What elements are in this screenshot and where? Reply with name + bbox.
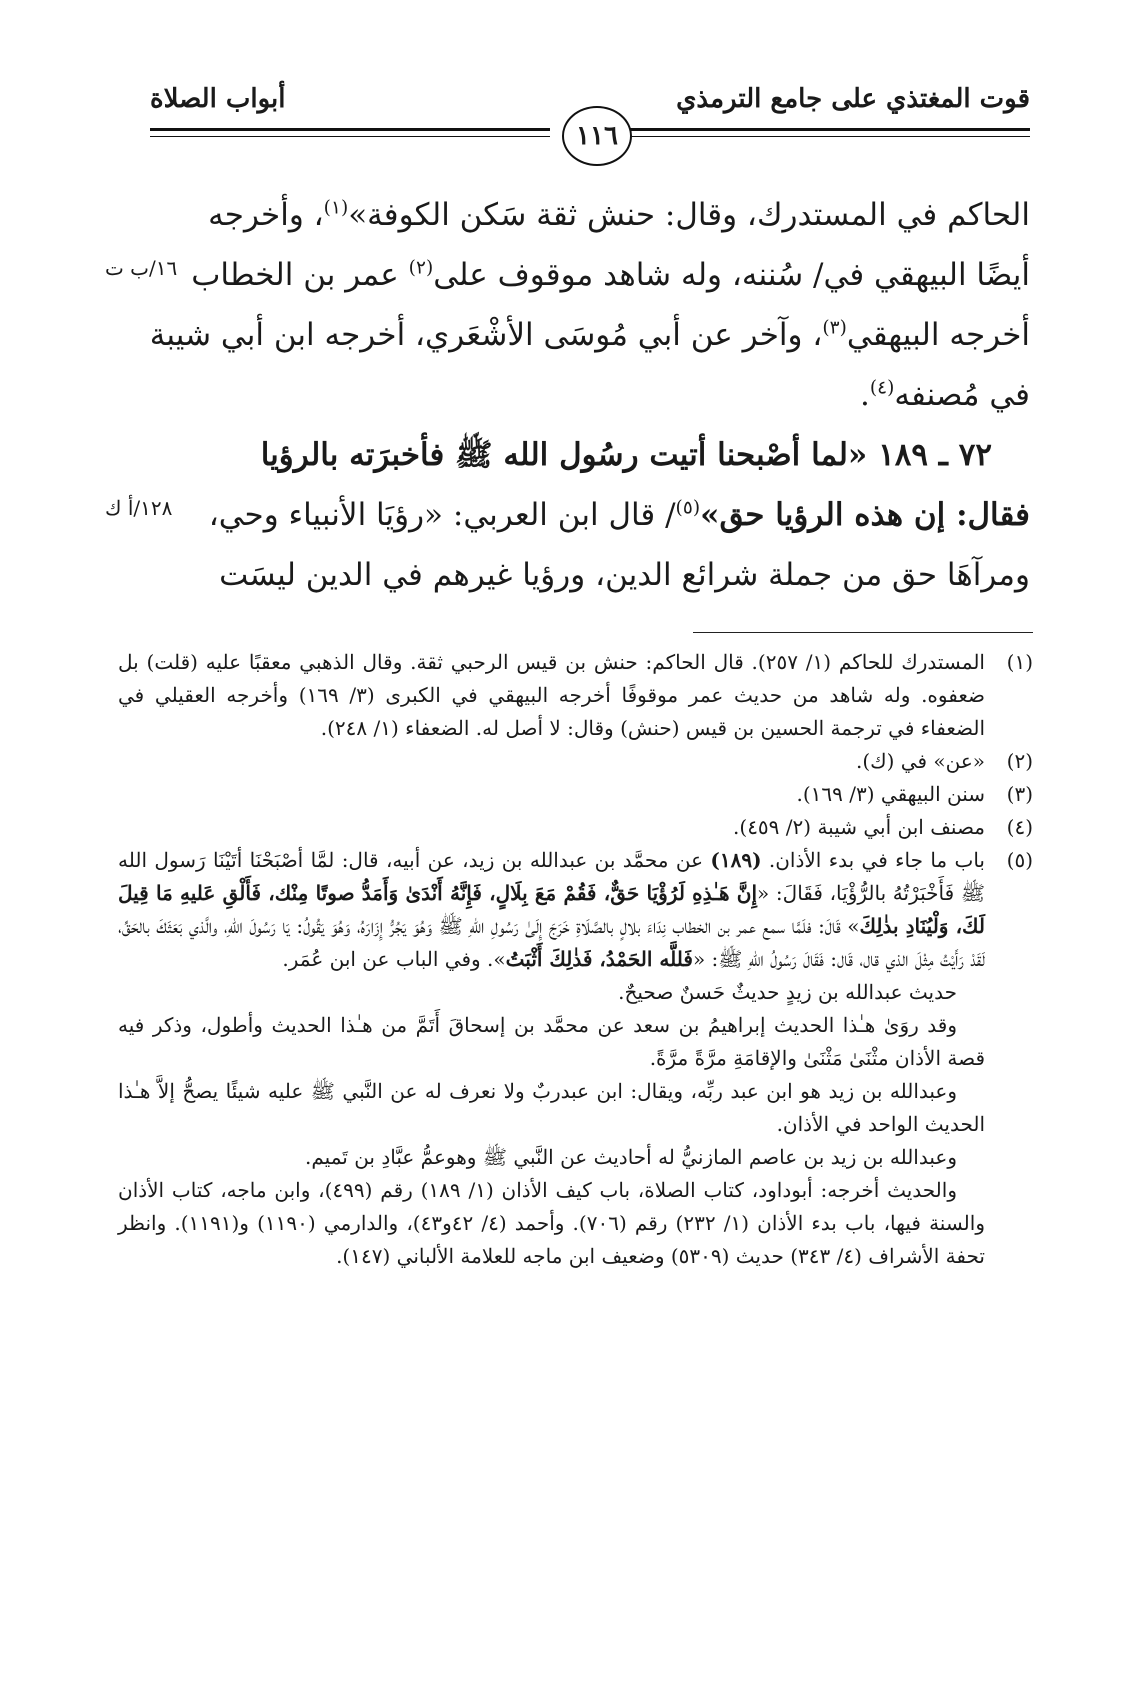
footnote-number: (٣) xyxy=(1006,782,1033,806)
footnote-text: مصنف ابن أبي شيبة (٢/ ٤٥٩). xyxy=(733,815,985,839)
text-run: / قال ابن العربي: «رؤيَا الأنبياء وحي، xyxy=(208,497,676,533)
footnote-number: (٤) xyxy=(1006,815,1033,839)
footnote-ref: (٣) xyxy=(822,317,847,339)
main-line xyxy=(110,245,1030,305)
footnote-number: (١) xyxy=(1006,650,1033,674)
footnote-text: وعبدالله بن زيد بن عاصم المازنيُّ له أحاديث عن النَّبي ﷺ وهوعمُّ عبَّادِ بن تَميم. xyxy=(305,1145,957,1169)
header-rule-right-thick xyxy=(630,128,1030,131)
text-run: » قَالَ: فلَمَّا سمع عمر بن الخطاب نِدَاءَ بلالٍ بالصَّلَاةِ خَرَجَ إِلَىٰ رَسُولِ اللهِ ﷺ وَهُوَ يَجُرُّ إِزَارَهُ، وَهُوَ يَقُولُ: يَا رَسُولَ اللهِ، والَّذي بَعَثَكَ بالحَقِّ، لَقَدْ رَأَيْتُ مِثْلَ الذي قال، قَال: فَقَالَ رَسُولُ اللهِ ﷺ: « xyxy=(118,914,985,971)
main-line xyxy=(110,545,1030,605)
footnote-text: حديث عبدالله بن زيدٍ حديثٌ حَسنٌ صحيحٌ. xyxy=(618,980,957,1004)
footnote-text: وعبدالله بن زيد هو ابن عبد ربِّه، ويقال: ابن عبدربٌ ولا نعرف له عن النَّبي ﷺ عليه شيئًا يصحُّ إلاَّ هـٰذا الحديث الواحد في الأذان. xyxy=(118,1079,985,1136)
main-line xyxy=(110,425,1030,485)
page-header xyxy=(150,78,1030,168)
text-run: عن محمَّد بن عبدالله بن زيد، عن أبيه، قال: لمَّا أصْبَحْنَا أتَيْنَا رَسول الله ﷺ فَأَخْبَرْتُهُ بالرُّؤْيَا، فَقَالَ: « xyxy=(118,848,985,905)
footnote-ref: (٢) xyxy=(408,257,434,279)
text-run: باب ما جاء في بدء الأذان. xyxy=(761,848,985,872)
footnote-divider xyxy=(693,632,1033,633)
footnote-text: المستدرك للحاكم (١/ ٢٥٧). قال الحاكم: حنش بن قيس الرحبي ثقة. وقال الذهبي معقبًا عليه (قلت) بل ضعفوه. وله شاهد من حديث عمر موقوفًا أخرجه البيهقي في الكبرى (٣/ ١٦٩) وأخرجه العقيلي في الضعفاء في ترجمة الحسين بن قيس (حنش) وقال: لا أصل له. الضعفاء (١/ ٢٤٨). xyxy=(118,650,985,740)
footnote-ref: (١) xyxy=(323,197,349,219)
footnote-text xyxy=(118,844,985,976)
header-rule-left-thick xyxy=(150,128,550,131)
header-rule-right-thin xyxy=(630,136,1030,137)
hadith-heading: ٧٢ ـ ١٨٩ «لما أصْبحنا أتيت رسُول الله ﷺ فأخبرَته بالرؤيا xyxy=(260,437,992,473)
main-line xyxy=(110,305,1030,365)
footnote-text: «عن» في (ك). xyxy=(855,749,985,773)
text-run: الحاكم في المستدرك، وقال: حنش ثقة سَكن الكوفة» xyxy=(348,197,1030,233)
footnote xyxy=(118,778,1033,811)
text-run: ». وفي الباب عن ابن عُمَر. xyxy=(282,947,506,971)
hadith-text: فقال: إن هذه الرؤيا حق» xyxy=(700,497,1030,533)
main-line xyxy=(110,485,1030,545)
footnote-number: (٥) xyxy=(1006,848,1033,872)
main-line xyxy=(110,185,1030,245)
page-number: ١١٦ xyxy=(562,106,632,166)
section-title: أبواب الصلاة xyxy=(150,84,286,114)
text-run: . xyxy=(859,377,870,413)
text-run: ، وأخرجه xyxy=(208,197,324,233)
footnote-text: وقد روَىٰ هـٰذا الحديث إبراهيمُ بن سعد عن محمَّد بن إسحاقَ أَتَمَّ من هـٰذا الحديث وأطول، وذكر فيه قصة الأذان مثْنَىٰ مَثْنَىٰ والإقامَةِ مرَّةً مرَّةً. xyxy=(118,1013,985,1070)
text-run: عمر بن الخطاب xyxy=(191,257,409,293)
footnote-text: سنن البيهقي (٣/ ١٦٩). xyxy=(796,782,985,806)
footnote xyxy=(118,811,1033,844)
header-rule-left-thin xyxy=(150,136,550,137)
footnote xyxy=(118,646,1033,745)
footnote-ref: (٥) xyxy=(675,497,701,519)
main-text xyxy=(110,185,1030,605)
hadith-quote: إِنَّ هَـٰذِهِ لَرُؤْيَا حَقٌّ، فَقُمْ مَعَ بِلَالٍ، فَإِنَّهُ أَنْدَىٰ وَأَمَدُّ صوتًا مِنْك، فَأَلْقِ عَليهِ مَا قِيلَ لَكَ، وَلْيُنَادِ بذٰلِكَ xyxy=(118,881,985,938)
text-run: ، وآخر عن أبي مُوسَى الأشْعَري، أخرجه ابن أبي شيبة xyxy=(149,317,823,353)
margin-note: ١٢٨/أ ك xyxy=(105,496,173,520)
hadith-quote: فَللَّه الحَمْدُ، فَذٰلِكَ أَثْبَتُ xyxy=(505,947,693,971)
footnote-text: والحديث أخرجه: أبوداود، كتاب الصلاة، باب كيف الأذان (١/ ١٨٩) رقم (٤٩٩)، وابن ماجه، كتاب الأذان والسنة فيها، باب بدء الأذان (١/ ٢٣٢) رقم (٧٠٦). وأحمد (٤/ ٤٢و٤٣)، والدارمي (١١٩٠) و(١١٩١). وانظر تحفة الأشراف (٤/ ٣٤٣) حديث (٥٣٠٩) وضعيف ابن ماجه للعلامة الألباني (١٤٧). xyxy=(118,1178,985,1268)
footnote-number: (٢) xyxy=(1006,749,1033,773)
hadith-number: (١٨٩) xyxy=(710,848,762,872)
footnote xyxy=(118,844,1033,1273)
margin-note: ١٦/ب ت xyxy=(105,256,178,280)
footnote-ref: (٤) xyxy=(869,377,895,399)
text-run: أخرجه البيهقي xyxy=(846,317,1030,353)
text-run: أيضًا البيهقي في/ سُننه، وله شاهد موقوف على xyxy=(433,257,1030,293)
footnote xyxy=(118,745,1033,778)
book-title: قوت المغتذي على جامع الترمذي xyxy=(676,84,1030,114)
footnotes xyxy=(118,646,1033,1273)
main-line xyxy=(110,365,1030,425)
text-run: ومرآهَا حق من جملة شرائع الدين، ورؤيا غيرهم في الدين ليسَت xyxy=(219,557,1030,593)
text-run: في مُصنفه xyxy=(894,377,1030,413)
